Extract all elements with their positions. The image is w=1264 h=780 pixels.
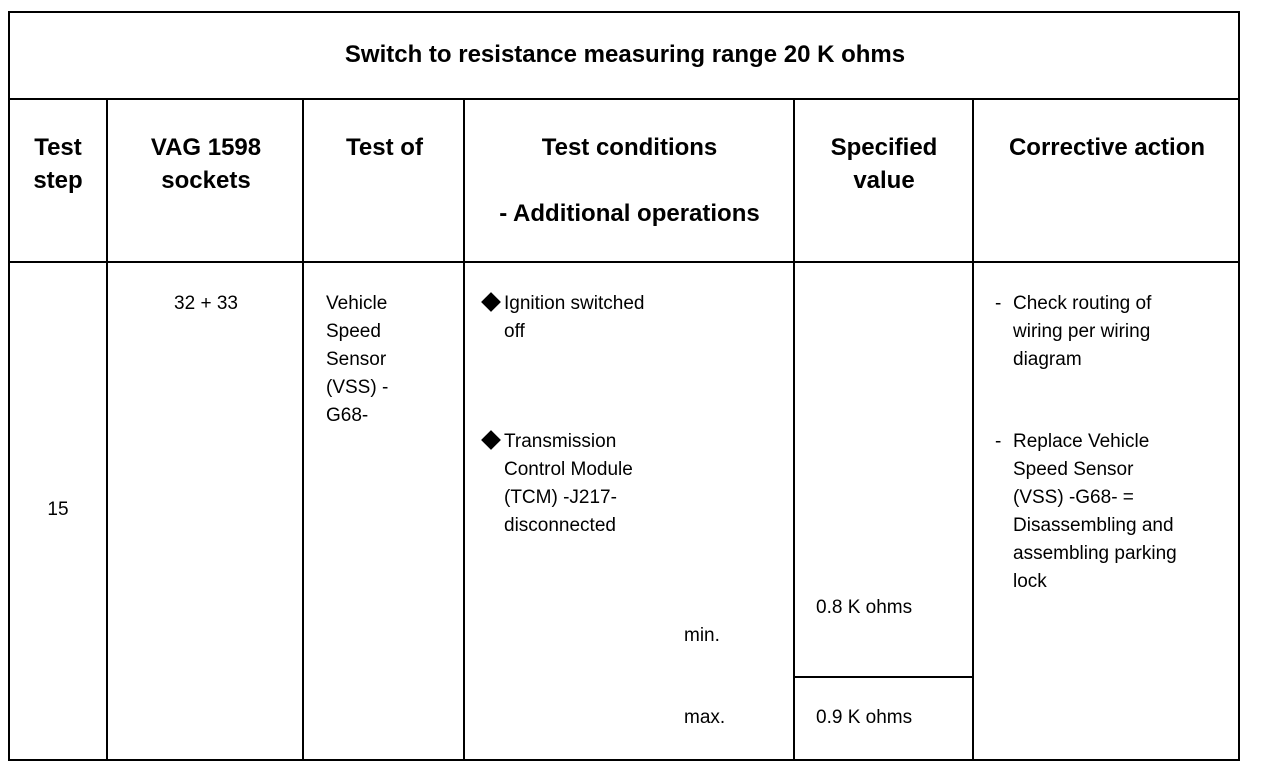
header-additional-operations: - Additional operations	[499, 200, 760, 227]
action-dash: -	[995, 293, 1002, 314]
min-label: min.	[684, 625, 720, 646]
title-divider	[8, 98, 1240, 100]
column-divider	[106, 98, 108, 761]
sockets-value: 32 + 33	[174, 293, 238, 314]
header-specified-value: Specified value	[830, 134, 938, 194]
action-check-routing: Check routing of wiring per wiring diagram	[1013, 293, 1152, 370]
test-table	[8, 11, 1240, 761]
header-sockets: VAG 1598 sockets	[150, 134, 262, 194]
column-divider	[302, 98, 304, 761]
header-test-step: Test step	[33, 134, 83, 194]
min-max-divider	[794, 676, 974, 678]
column-divider	[972, 98, 974, 761]
action-replace-sensor: Replace Vehicle Speed Sensor (VSS) -G68- = Disassembling and assembling parking lock	[1013, 431, 1177, 592]
header-corrective-action: Corrective action	[1008, 134, 1206, 161]
max-label: max.	[684, 707, 726, 728]
min-value: 0.8 K ohms	[816, 597, 913, 618]
condition-ignition: Ignition switched off	[504, 293, 645, 342]
condition-tcm: Transmission Control Module (TCM) -J217- disconnected	[504, 431, 633, 536]
header-test-conditions: Test conditions	[541, 134, 718, 161]
table-title: Switch to resistance measuring range 20 K ohms	[344, 41, 906, 68]
test-step-value: 15	[47, 499, 69, 520]
header-test-of: Test of	[346, 134, 423, 161]
header-divider	[8, 261, 1240, 263]
action-dash: -	[995, 431, 1002, 452]
max-value: 0.9 K ohms	[816, 707, 913, 728]
test-of-value: Vehicle Speed Sensor (VSS) - G68-	[326, 293, 389, 426]
